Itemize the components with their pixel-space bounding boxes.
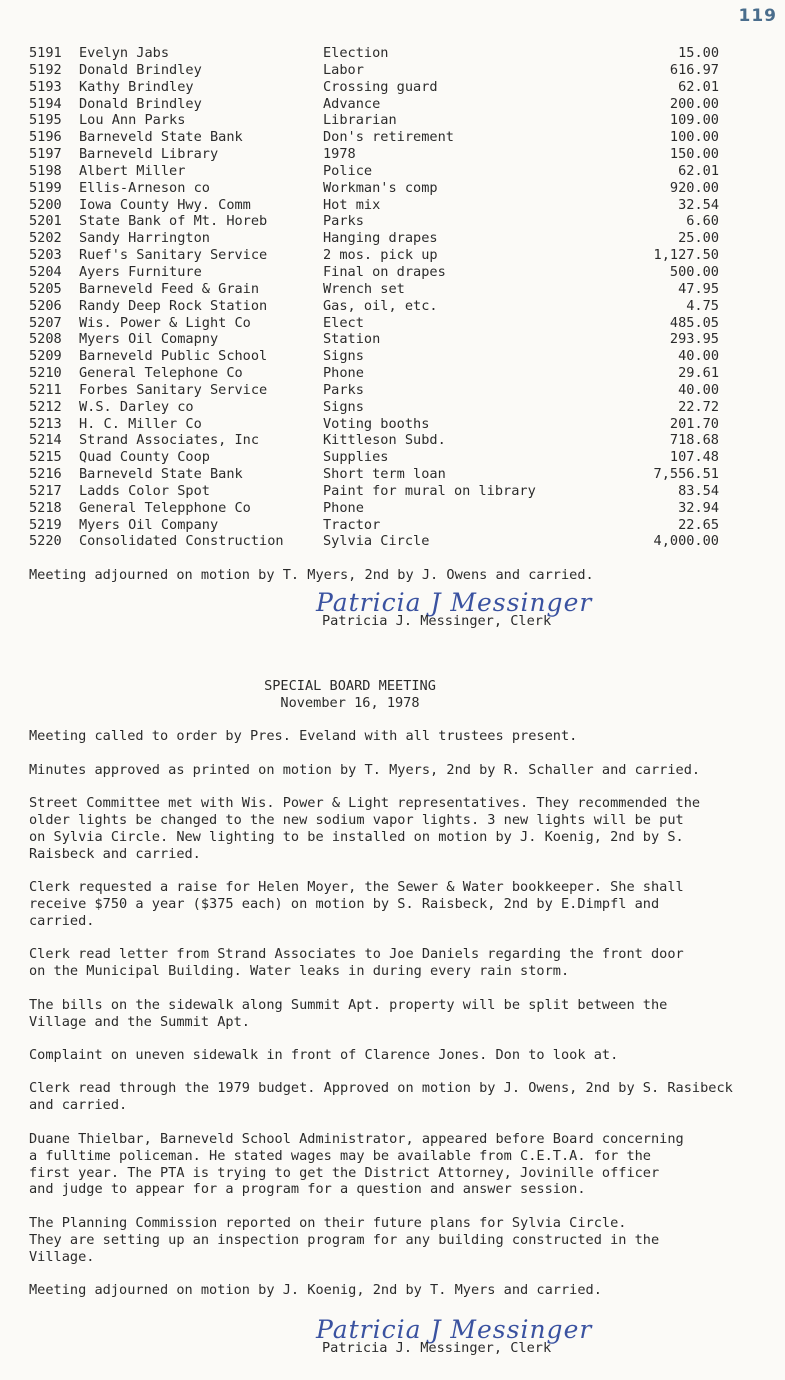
bill-amount: 7,556.51 bbox=[653, 466, 719, 483]
bill-payee: Forbes Sanitary Service bbox=[79, 381, 268, 398]
minutes-paragraph: Clerk read through the 1979 budget. Approved on motion by J. Owens, 2nd by S. Rasibeck and carried. bbox=[29, 1080, 733, 1114]
bill-purpose: Hanging drapes bbox=[323, 230, 438, 247]
page-number: 119 bbox=[738, 6, 777, 26]
bill-row bbox=[29, 416, 719, 433]
bill-purpose: Advance bbox=[323, 95, 381, 112]
bill-payee: Wis. Power & Light Co bbox=[79, 314, 251, 331]
bill-amount: 1,127.50 bbox=[653, 247, 719, 264]
bill-payee: Iowa County Hwy. Comm bbox=[79, 196, 251, 213]
minutes-document bbox=[0, 45, 785, 1373]
bill-payee: Donald Brindley bbox=[79, 61, 202, 78]
bill-payee: Lou Ann Parks bbox=[79, 112, 186, 129]
bill-row bbox=[29, 382, 719, 399]
adjournment-text: Meeting adjourned on motion by T. Myers, 2nd by J. Owens and carried. bbox=[29, 567, 594, 584]
bill-amount: 150.00 bbox=[669, 146, 719, 163]
bill-number: 5194 bbox=[29, 95, 62, 112]
bill-amount: 485.05 bbox=[669, 314, 719, 331]
bill-purpose: Parks bbox=[323, 213, 364, 230]
bill-row bbox=[29, 163, 719, 180]
minutes-paragraph: Clerk read letter from Strand Associates to Joe Daniels regarding the front door on the Municipal Building. Water leaks in during every rain storm. bbox=[29, 946, 684, 980]
bill-number: 5211 bbox=[29, 381, 62, 398]
bill-number: 5207 bbox=[29, 314, 62, 331]
bill-row bbox=[29, 298, 719, 315]
bill-purpose: Signs bbox=[323, 398, 364, 415]
bill-number: 5204 bbox=[29, 263, 62, 280]
bill-row bbox=[29, 146, 719, 163]
bill-row bbox=[29, 79, 719, 96]
bill-purpose: Parks bbox=[323, 381, 364, 398]
bill-payee: State Bank of Mt. Horeb bbox=[79, 213, 268, 230]
bill-row bbox=[29, 213, 719, 230]
bill-payee: Ayers Furniture bbox=[79, 263, 202, 280]
bill-amount: 109.00 bbox=[669, 112, 719, 129]
bill-number: 5197 bbox=[29, 146, 62, 163]
bill-row bbox=[29, 315, 719, 332]
bill-row bbox=[29, 96, 719, 113]
bill-amount: 200.00 bbox=[669, 95, 719, 112]
bill-row bbox=[29, 500, 719, 517]
minutes-paragraph: Minutes approved as printed on motion by T. Myers, 2nd by R. Schaller and carried. bbox=[29, 761, 701, 778]
bill-row bbox=[29, 517, 719, 534]
bill-purpose: Police bbox=[323, 162, 373, 179]
bill-payee: General Telephone Co bbox=[79, 365, 243, 382]
minutes-paragraph: Complaint on uneven sidewalk in front of Clarence Jones. Don to look at. bbox=[29, 1047, 619, 1063]
clerk-signature-2 bbox=[0, 1311, 785, 1373]
bill-number: 5220 bbox=[29, 533, 62, 550]
bill-amount: 616.97 bbox=[669, 61, 719, 78]
bill-purpose: Final on drapes bbox=[323, 263, 446, 280]
bill-amount: 718.68 bbox=[669, 432, 719, 449]
bill-amount: 6.60 bbox=[686, 213, 719, 230]
bill-number: 5199 bbox=[29, 179, 62, 196]
bill-number: 5198 bbox=[29, 162, 62, 179]
bill-number: 5200 bbox=[29, 196, 62, 213]
bill-amount: 4,000.00 bbox=[653, 533, 719, 550]
bill-number: 5218 bbox=[29, 499, 62, 516]
minutes-paragraph: The bills on the sidewalk along Summit Apt. property will be split between the Village and the Summit Apt. bbox=[29, 996, 668, 1030]
bill-number: 5192 bbox=[29, 61, 62, 78]
bill-payee: H. C. Miller Co bbox=[79, 415, 202, 432]
bill-amount: 40.00 bbox=[678, 348, 719, 365]
bill-purpose: Voting booths bbox=[323, 415, 430, 432]
bill-row bbox=[29, 197, 719, 214]
bill-purpose: 1978 bbox=[323, 146, 356, 163]
bill-amount: 32.54 bbox=[678, 196, 719, 213]
bill-amount: 920.00 bbox=[669, 179, 719, 196]
minutes-paragraph: The Planning Commission reported on their future plans for Sylvia Circle. They are setting up an inspection program for any building constructed in the Village. bbox=[29, 1214, 660, 1265]
bill-purpose: Station bbox=[323, 331, 381, 348]
bill-purpose: Tractor bbox=[323, 516, 381, 533]
bill-amount: 22.65 bbox=[678, 516, 719, 533]
bill-row bbox=[29, 230, 719, 247]
bill-amount: 500.00 bbox=[669, 263, 719, 280]
bill-amount: 62.01 bbox=[678, 78, 719, 95]
bill-amount: 15.00 bbox=[678, 45, 719, 61]
bill-purpose: Election bbox=[323, 45, 389, 61]
bill-number: 5215 bbox=[29, 449, 62, 466]
bill-amount: 201.70 bbox=[669, 415, 719, 432]
bill-number: 5208 bbox=[29, 331, 62, 348]
bill-payee: Myers Oil Comapny bbox=[79, 331, 219, 348]
special-meeting-minutes bbox=[0, 728, 785, 1299]
bill-purpose: Gas, oil, etc. bbox=[323, 297, 438, 314]
bill-amount: 25.00 bbox=[678, 230, 719, 247]
bill-row bbox=[29, 449, 719, 466]
bill-amount: 83.54 bbox=[678, 482, 719, 499]
bill-amount: 40.00 bbox=[678, 381, 719, 398]
bill-purpose: Short term loan bbox=[323, 466, 446, 483]
bill-payee: Barneveld Feed & Grain bbox=[79, 280, 260, 297]
bill-payee: Evelyn Jabs bbox=[79, 45, 170, 61]
bill-number: 5202 bbox=[29, 230, 62, 247]
bill-amount: 29.61 bbox=[678, 365, 719, 382]
bill-number: 5191 bbox=[29, 45, 62, 61]
bill-amount: 62.01 bbox=[678, 162, 719, 179]
bill-purpose: Phone bbox=[323, 499, 364, 516]
bill-number: 5213 bbox=[29, 415, 62, 432]
bill-amount: 100.00 bbox=[669, 129, 719, 146]
bill-payee: Quad County Coop bbox=[79, 449, 210, 466]
special-meeting-title: SPECIAL BOARD MEETING bbox=[264, 678, 436, 695]
bill-number: 5209 bbox=[29, 348, 62, 365]
bill-amount: 32.94 bbox=[678, 499, 719, 516]
bill-number: 5216 bbox=[29, 466, 62, 483]
bill-payee: Albert Miller bbox=[79, 162, 186, 179]
minutes-paragraph: Street Committee met with Wis. Power & Light representatives. They recommended the older lights be changed to the new sodium vapor lights. 3 new lights will be put on Sylvia Circle. New lighting to be installed on motion by J. Koenig, 2nd by S. Raisbeck and carried. bbox=[29, 795, 701, 862]
bill-row bbox=[29, 62, 719, 79]
bill-purpose: 2 mos. pick up bbox=[323, 247, 438, 264]
bill-purpose: Kittleson Subd. bbox=[323, 432, 446, 449]
bill-row bbox=[29, 129, 719, 146]
bill-payee: Ruef's Sanitary Service bbox=[79, 247, 268, 264]
bill-payee: Myers Oil Company bbox=[79, 516, 219, 533]
bill-payee: Barneveld Public School bbox=[79, 348, 268, 365]
bill-row bbox=[29, 399, 719, 416]
bill-payee: Sandy Harrington bbox=[79, 230, 210, 247]
bill-row bbox=[29, 466, 719, 483]
special-meeting-date: November 16, 1978 bbox=[280, 695, 420, 712]
bill-payee: Randy Deep Rock Station bbox=[79, 297, 268, 314]
bill-amount: 107.48 bbox=[669, 449, 719, 466]
bill-row bbox=[29, 365, 719, 382]
bill-payee: General Telepphone Co bbox=[79, 499, 251, 516]
bill-number: 5196 bbox=[29, 129, 62, 146]
bill-purpose: Don's retirement bbox=[323, 129, 454, 146]
bill-number: 5219 bbox=[29, 516, 62, 533]
bill-payee: Barneveld State Bank bbox=[79, 466, 243, 483]
bills-list bbox=[29, 45, 719, 550]
clerk-signature bbox=[0, 584, 785, 646]
minutes-paragraph: Meeting called to order by Pres. Eveland with all trustees present. bbox=[29, 728, 578, 745]
clerk-printed-name: Patricia J. Messinger, Clerk bbox=[322, 1340, 552, 1357]
handwritten-signature: Patricia J Messinger bbox=[316, 588, 593, 618]
bill-purpose: Hot mix bbox=[323, 196, 381, 213]
bill-purpose: Wrench set bbox=[323, 280, 405, 297]
bill-payee: Consolidated Construction bbox=[79, 533, 284, 550]
bill-row bbox=[29, 432, 719, 449]
bill-amount: 22.72 bbox=[678, 398, 719, 415]
bill-amount: 293.95 bbox=[669, 331, 719, 348]
bill-row bbox=[29, 533, 719, 550]
bill-number: 5201 bbox=[29, 213, 62, 230]
bill-row bbox=[29, 180, 719, 197]
clerk-printed-name: Patricia J. Messinger, Clerk bbox=[322, 613, 552, 630]
bill-purpose: Librarian bbox=[323, 112, 397, 129]
bill-amount: 47.95 bbox=[678, 280, 719, 297]
bill-number: 5195 bbox=[29, 112, 62, 129]
bill-number: 5214 bbox=[29, 432, 62, 449]
minutes-paragraph: Meeting adjourned on motion by J. Koenig, 2nd by T. Myers and carried. bbox=[29, 1282, 602, 1299]
bill-purpose: Elect bbox=[323, 314, 364, 331]
bill-row bbox=[29, 281, 719, 298]
bill-purpose: Paint for mural on library bbox=[323, 482, 536, 499]
bill-number: 5210 bbox=[29, 365, 62, 382]
bill-row bbox=[29, 264, 719, 281]
bill-purpose: Crossing guard bbox=[323, 78, 438, 95]
bill-number: 5212 bbox=[29, 398, 62, 415]
bill-purpose: Signs bbox=[323, 348, 364, 365]
bill-number: 5217 bbox=[29, 482, 62, 499]
minutes-paragraph: Clerk requested a raise for Helen Moyer, the Sewer & Water bookkeeper. She shall receive $750 a year ($375 each) on motion by S. Raisbeck, 2nd by E.Dimpfl and carried. bbox=[29, 879, 684, 929]
bill-payee: Ellis-Arneson co bbox=[79, 179, 210, 196]
bill-payee: Kathy Brindley bbox=[79, 78, 194, 95]
bill-row bbox=[29, 348, 719, 365]
bill-row bbox=[29, 45, 719, 62]
bill-payee: Strand Associates, Inc bbox=[79, 432, 260, 449]
bill-purpose: Sylvia Circle bbox=[323, 533, 430, 550]
bill-row bbox=[29, 112, 719, 129]
minutes-paragraph: Duane Thielbar, Barneveld School Administrator, appeared before Board concerning a fulltime policeman. He stated wages may be available from C.E.T.A. for the first year. The PTA is trying to get the District Attorney, Jovinille officer and judge to appear for a program for a question and answer session. bbox=[29, 1130, 684, 1198]
bill-number: 5193 bbox=[29, 78, 62, 95]
handwritten-signature: Patricia J Messinger bbox=[316, 1315, 593, 1345]
bill-purpose: Labor bbox=[323, 61, 364, 78]
bill-number: 5205 bbox=[29, 280, 62, 297]
bill-row bbox=[29, 331, 719, 348]
bill-amount: 4.75 bbox=[686, 297, 719, 314]
bill-payee: Ladds Color Spot bbox=[79, 482, 210, 499]
bill-row bbox=[29, 483, 719, 500]
bill-purpose: Supplies bbox=[323, 449, 389, 466]
bill-payee: Donald Brindley bbox=[79, 95, 202, 112]
bill-payee: Barneveld Library bbox=[79, 146, 219, 163]
bill-purpose: Workman's comp bbox=[323, 179, 438, 196]
bill-payee: W.S. Darley co bbox=[79, 398, 194, 415]
bill-payee: Barneveld State Bank bbox=[79, 129, 243, 146]
bill-purpose: Phone bbox=[323, 365, 364, 382]
bill-number: 5203 bbox=[29, 247, 62, 264]
bill-row bbox=[29, 247, 719, 264]
bill-number: 5206 bbox=[29, 297, 62, 314]
